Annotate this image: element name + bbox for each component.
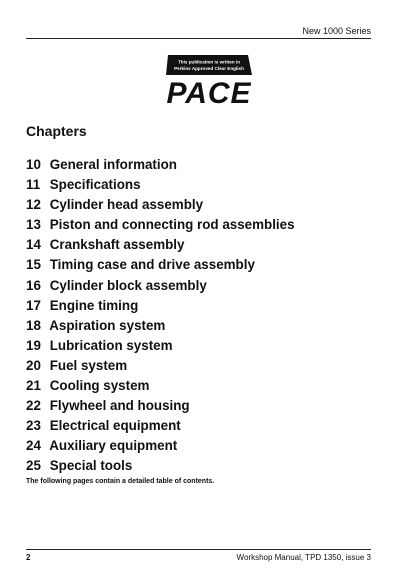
chapter-item — [26, 277, 295, 297]
chapter-number: 16 — [26, 277, 41, 293]
chapter-item — [26, 216, 295, 236]
chapter-title: Piston and connecting rod assemblies — [49, 217, 295, 233]
chapters-heading: Chapters — [26, 123, 87, 139]
chapter-title: Specifications — [49, 177, 141, 193]
logo-line2: Perkins Approved Clear English — [174, 66, 244, 71]
chapter-item — [26, 417, 295, 437]
chapter-item — [26, 457, 295, 477]
chapter-item — [26, 377, 295, 397]
chapter-number: 20 — [26, 357, 41, 373]
chapter-number: 13 — [26, 217, 41, 233]
chapter-number: 21 — [26, 378, 41, 394]
chapter-title: Aspiration system — [49, 317, 166, 333]
chapter-number: 14 — [26, 237, 41, 253]
chapter-title: Flywheel and housing — [49, 398, 190, 414]
contents-note: The following pages contain a detailed table of contents. — [26, 478, 215, 485]
chapter-item — [26, 297, 295, 317]
chapter-title: Fuel system — [49, 357, 128, 373]
chapter-item — [26, 437, 295, 457]
chapter-title: Cylinder head assembly — [49, 197, 204, 213]
chapter-list — [26, 156, 295, 478]
chapter-item — [26, 397, 295, 417]
chapter-number: 10 — [26, 157, 41, 172]
chapter-title: General information — [49, 157, 177, 172]
chapter-item — [26, 196, 295, 216]
footer-page-number: 2 — [26, 553, 31, 562]
chapter-number: 23 — [26, 418, 41, 434]
logo-wordmark: PACE — [166, 77, 252, 105]
chapter-number: 24 — [26, 438, 41, 454]
chapter-item — [26, 156, 295, 176]
chapter-title: Timing case and drive assembly — [49, 257, 255, 273]
chapter-number: 22 — [26, 398, 41, 414]
chapter-title: Auxiliary equipment — [49, 438, 178, 454]
chapter-number: 15 — [26, 257, 41, 273]
chapter-item — [26, 337, 295, 357]
chapter-number: 18 — [26, 317, 41, 333]
pace-logo — [162, 55, 256, 105]
chapter-title: Lubrication system — [49, 337, 173, 353]
chapter-number: 12 — [26, 197, 41, 213]
footer-rule — [26, 549, 371, 550]
chapter-item — [26, 317, 295, 337]
chapter-title: Electrical equipment — [49, 418, 181, 434]
chapter-title: Crankshaft assembly — [49, 237, 185, 253]
chapter-number: 19 — [26, 337, 41, 353]
chapter-number: 25 — [26, 458, 41, 474]
chapter-title: Cooling system — [49, 378, 150, 394]
header-rule — [26, 38, 371, 39]
chapter-title: Special tools — [49, 458, 133, 474]
chapter-item — [26, 236, 295, 256]
chapter-number: 11 — [26, 177, 41, 193]
chapter-item — [26, 256, 295, 276]
chapter-title: Cylinder block assembly — [49, 277, 207, 293]
chapter-item — [26, 357, 295, 377]
header-series: New 1000 Series — [302, 26, 371, 36]
chapter-title: Engine timing — [49, 297, 139, 313]
chapter-item — [26, 176, 295, 196]
footer-manual-reference: Workshop Manual, TPD 1350, issue 3 — [236, 553, 371, 562]
chapter-number: 17 — [26, 297, 41, 313]
logo-line1: This publication is written in — [177, 59, 241, 65]
